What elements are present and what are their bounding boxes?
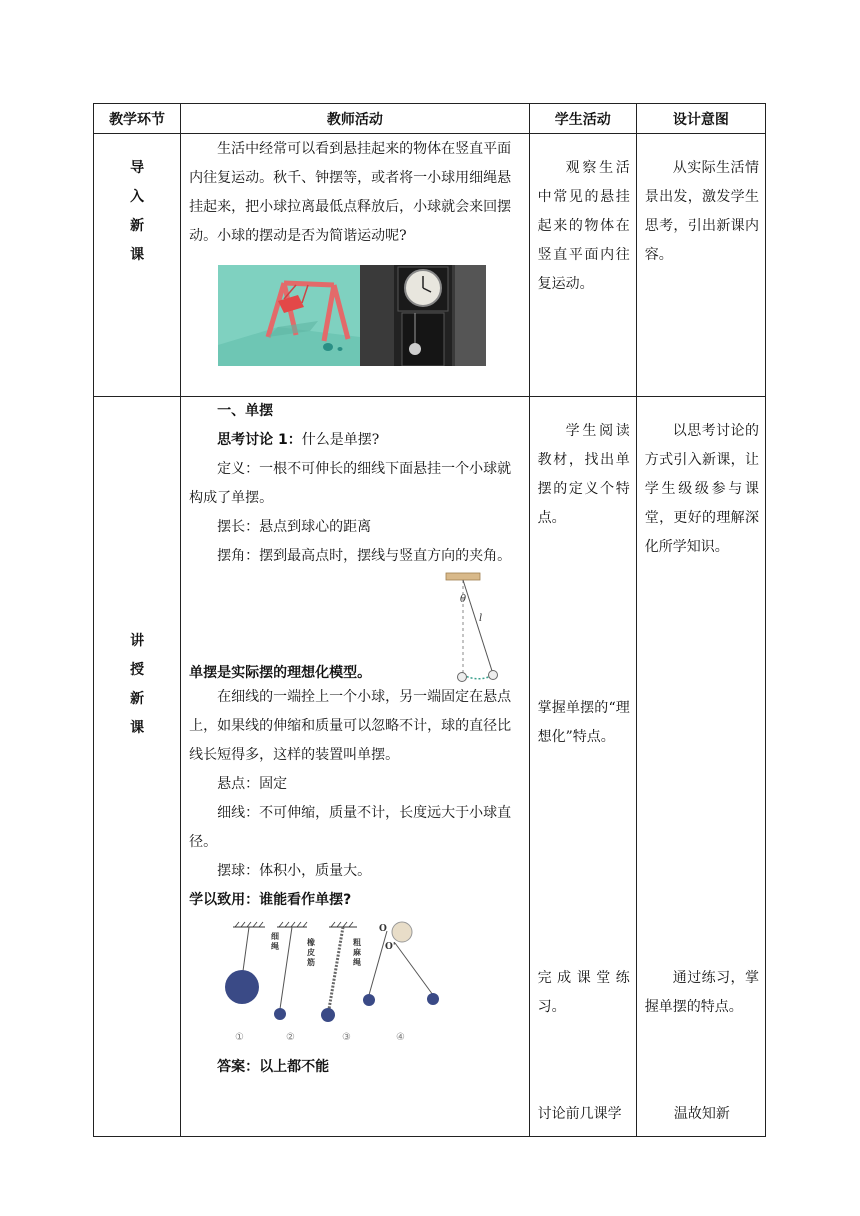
num-2: ② (286, 1032, 296, 1043)
apply-title: 学以致用：谁能看作单摆? (189, 892, 352, 908)
intro-images (218, 265, 523, 366)
teach-student-text1: 学生阅读教材，找出单摆的定义个特点。 (537, 423, 630, 526)
ideal-desc-text: 在细线的一端拴上一个小球，另一端固定在悬点上，如果线的伸缩和质量可以忽略不计，球的直径比线长短得多，这样的装置叫单摆。 (189, 689, 512, 763)
pendulum-angle-text: 摆角：摆到最高点时，摆线与竖直方向的夹角。 (217, 548, 512, 564)
intro-stage-char: 入 (130, 189, 145, 205)
label-o2: O' (385, 942, 396, 952)
pendulum-diagram-wrap (189, 571, 523, 683)
answer-label: 答案： (217, 1059, 260, 1075)
teach-stage-cell (94, 397, 181, 1137)
think-question: 什么是单摆? (301, 432, 380, 448)
teach-stage-char: 授 (130, 662, 145, 678)
intro-teacher-text: 生活中经常可以看到悬挂起来的物体在竖直平面内往复运动。秋千、钟摆等，或者将一小球用细绳悬挂起来，把小球拉离最低点释放后，小球就会来回摆动。小球的摆动是否为简谐运动呢? (189, 141, 512, 244)
label-2a: 橡 (307, 938, 316, 947)
ideal-model-text: 单摆是实际摆的理想化模型。 (189, 665, 372, 681)
theta-label: θ (460, 594, 467, 605)
intro-stage-char: 课 (130, 247, 145, 263)
teach-teacher-cell (181, 397, 530, 1137)
think-label: 思考讨论 1： (217, 432, 302, 448)
label-2c: 筋 (307, 958, 316, 967)
answer-text: 以上都不能 (259, 1059, 330, 1075)
intro-stage-char: 导 (130, 160, 145, 176)
definition-text: 定义：一根不可伸长的细线下面悬挂一个小球就构成了单摆。 (189, 461, 512, 506)
intro-teacher-cell (181, 134, 530, 397)
section-title: 一、单摆 (217, 403, 274, 419)
teach-design-text1: 以思考讨论的方式引入新课，让学生级级参与课堂，更好的理解深化所学知识。 (644, 423, 759, 555)
teach-student-text4: 讨论前几课学 (537, 1106, 622, 1122)
num-4: ④ (396, 1032, 406, 1043)
label-2b: 皮 (307, 948, 316, 957)
num-3: ③ (342, 1032, 352, 1043)
swing-image (218, 265, 360, 366)
label-3a: 粗 (353, 938, 362, 947)
teach-design-text2: 通过练习，掌握单摆的特点。 (644, 970, 759, 1015)
intro-stage-cell (94, 134, 181, 397)
num-1: ① (235, 1032, 245, 1043)
header-design: 设计意图 (636, 104, 765, 134)
teach-student-text3: 完成课堂练习。 (537, 970, 630, 1015)
label-o: O (379, 924, 387, 934)
header-student: 学生活动 (529, 104, 636, 134)
think-discussion (189, 426, 523, 455)
intro-stage-char: 新 (130, 218, 145, 234)
clock-image (360, 265, 486, 366)
intro-student-cell (529, 134, 636, 397)
exercise-figure (189, 919, 529, 1047)
teach-stage-char: 课 (130, 720, 145, 736)
teach-stage-char: 新 (130, 691, 145, 707)
header-stage: 教学环节 (94, 104, 181, 134)
intro-design-cell (636, 134, 765, 397)
label-1b: 绳 (271, 942, 280, 951)
teach-row (94, 397, 766, 1137)
label-1a: 细 (271, 932, 280, 941)
answer-line (189, 1053, 523, 1082)
teach-stage-char: 讲 (130, 633, 145, 649)
label-3c: 绳 (353, 958, 362, 967)
pivot-text: 悬点：固定 (217, 776, 288, 792)
l-label: l (479, 613, 483, 624)
bob-text: 摆球：体积小，质量大。 (217, 863, 372, 879)
string-text: 细线：不可伸缩，质量不计，长度远大于小球直径。 (189, 805, 512, 850)
intro-student-text: 观察生活中常见的悬挂起来的物体在竖直平面内往复运动。 (537, 160, 630, 292)
header-teacher: 教师活动 (181, 104, 530, 134)
teach-student-cell (529, 397, 636, 1137)
teach-design-cell (636, 397, 765, 1137)
table-header-row (94, 104, 766, 134)
pendulum-length-text: 摆长：悬点到球心的距离 (217, 519, 372, 535)
intro-row (94, 134, 766, 397)
teach-design-text3: 温故知新 (673, 1106, 730, 1122)
lesson-plan-table (93, 103, 766, 1137)
intro-design-text: 从实际生活情景出发，激发学生思考，引出新课内容。 (644, 160, 759, 263)
teach-student-text2: 掌握单摆的“理想化”特点。 (537, 700, 630, 745)
label-3b: 麻 (353, 948, 362, 957)
